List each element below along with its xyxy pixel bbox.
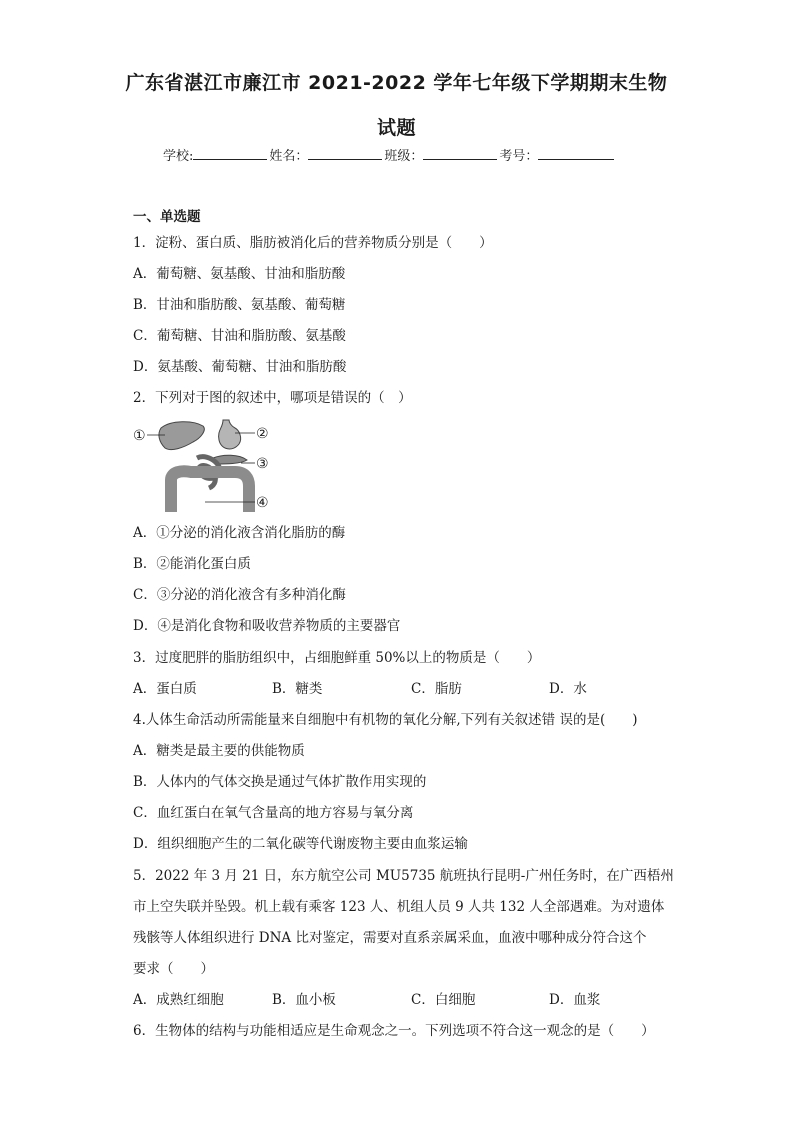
stomach-shape bbox=[219, 420, 241, 449]
question-5-stem-line1: 5．2022 年 3 月 21 日，东方航空公司 MU5735 航班执行昆明-广州任务时，在广西梧州 bbox=[133, 868, 674, 884]
question-2-option-c: C．③分泌的消化液含有多种消化酶 bbox=[133, 587, 346, 603]
document-title-line1: 广东省湛江市廉江市 2021-2022 学年七年级下学期期末生物 bbox=[125, 72, 668, 94]
question-5-option-b: B．血小板 bbox=[272, 992, 336, 1008]
question-5-stem-line4: 要求（ ） bbox=[133, 961, 214, 977]
question-2-stem: 2．下列对于图的叙述中，哪项是错误的（ ） bbox=[133, 390, 412, 406]
question-5-stem-line3: 残骸等人体组织进行 DNA 比对鉴定，需要对直系亲属采血，血液中哪种成分符合这个 bbox=[133, 930, 647, 946]
question-5-option-a: A．成熟红细胞 bbox=[133, 992, 224, 1008]
name-label: 姓名： bbox=[269, 149, 309, 164]
question-6-stem: 6．生物体的结构与功能相适应是生命观念之一。下列选项不符合这一观念的是（ ） bbox=[133, 1023, 655, 1039]
question-4-option-d: D．组织细胞产生的二氧化碳等代谢废物主要由血浆运输 bbox=[133, 836, 468, 852]
question-3-option-a: A．蛋白质 bbox=[133, 681, 197, 697]
question-4-stem: 4.人体生命活动所需能量来自细胞中有机物的氧化分解,下列有关叙述错 误的是( ) bbox=[133, 712, 638, 728]
question-1-option-c: C．葡萄糖、甘油和脂肪酸、氨基酸 bbox=[133, 328, 346, 344]
question-5-stem-line2: 市上空失联并坠毁。机上载有乘客 123 人、机组人员 9 人共 132 人全部遇难。为对遗体 bbox=[133, 899, 665, 915]
class-blank bbox=[423, 147, 497, 160]
number-label: 考号： bbox=[499, 149, 539, 164]
name-blank bbox=[308, 147, 382, 160]
figure-label-2: ② bbox=[256, 426, 269, 442]
question-3-option-d: D．水 bbox=[549, 681, 587, 697]
digestive-system-figure bbox=[131, 418, 273, 514]
question-4-option-c: C．血红蛋白在氧气含量高的地方容易与氧分离 bbox=[133, 805, 414, 821]
question-1-stem: 1．淀粉、蛋白质、脂肪被消化后的营养物质分别是（ ） bbox=[133, 235, 493, 251]
school-label: 学校: bbox=[163, 149, 194, 164]
section-heading: 一、单选题 bbox=[133, 209, 201, 225]
question-3-stem: 3．过度肥胖的脂肪组织中，占细胞鲜重 50%以上的物质是（ ） bbox=[133, 650, 541, 666]
question-5-option-c: C．白细胞 bbox=[411, 992, 476, 1008]
question-1-option-a: A．葡萄糖、氨基酸、甘油和脂肪酸 bbox=[133, 266, 346, 282]
question-2-option-b: B．②能消化蛋白质 bbox=[133, 556, 251, 572]
figure-label-3: ③ bbox=[256, 456, 269, 472]
question-4-option-a: A．糖类是最主要的供能物质 bbox=[133, 743, 305, 759]
question-5-option-d: D．血浆 bbox=[549, 992, 601, 1008]
figure-label-4: ④ bbox=[256, 495, 269, 511]
student-info-line bbox=[163, 145, 616, 164]
question-2-option-a: A．①分泌的消化液含消化脂肪的酶 bbox=[133, 525, 346, 541]
document-title-line2: 试题 bbox=[376, 117, 416, 139]
number-blank bbox=[538, 147, 614, 160]
question-4-option-b: B．人体内的气体交换是通过气体扩散作用实现的 bbox=[133, 774, 427, 790]
liver-shape bbox=[159, 422, 204, 450]
class-label: 班级： bbox=[384, 149, 424, 164]
large-intestine-shape bbox=[171, 471, 249, 512]
question-1-option-b: B．甘油和脂肪酸、氨基酸、葡萄糖 bbox=[133, 297, 346, 313]
question-3-option-c: C．脂肪 bbox=[411, 681, 462, 697]
school-blank bbox=[193, 147, 267, 160]
question-3-option-b: B．糖类 bbox=[272, 681, 323, 697]
figure-label-1: ① bbox=[133, 428, 146, 444]
question-2-option-d: D．④是消化食物和吸收营养物质的主要器官 bbox=[133, 618, 401, 634]
question-1-option-d: D．氨基酸、葡萄糖、甘油和脂肪酸 bbox=[133, 359, 347, 375]
